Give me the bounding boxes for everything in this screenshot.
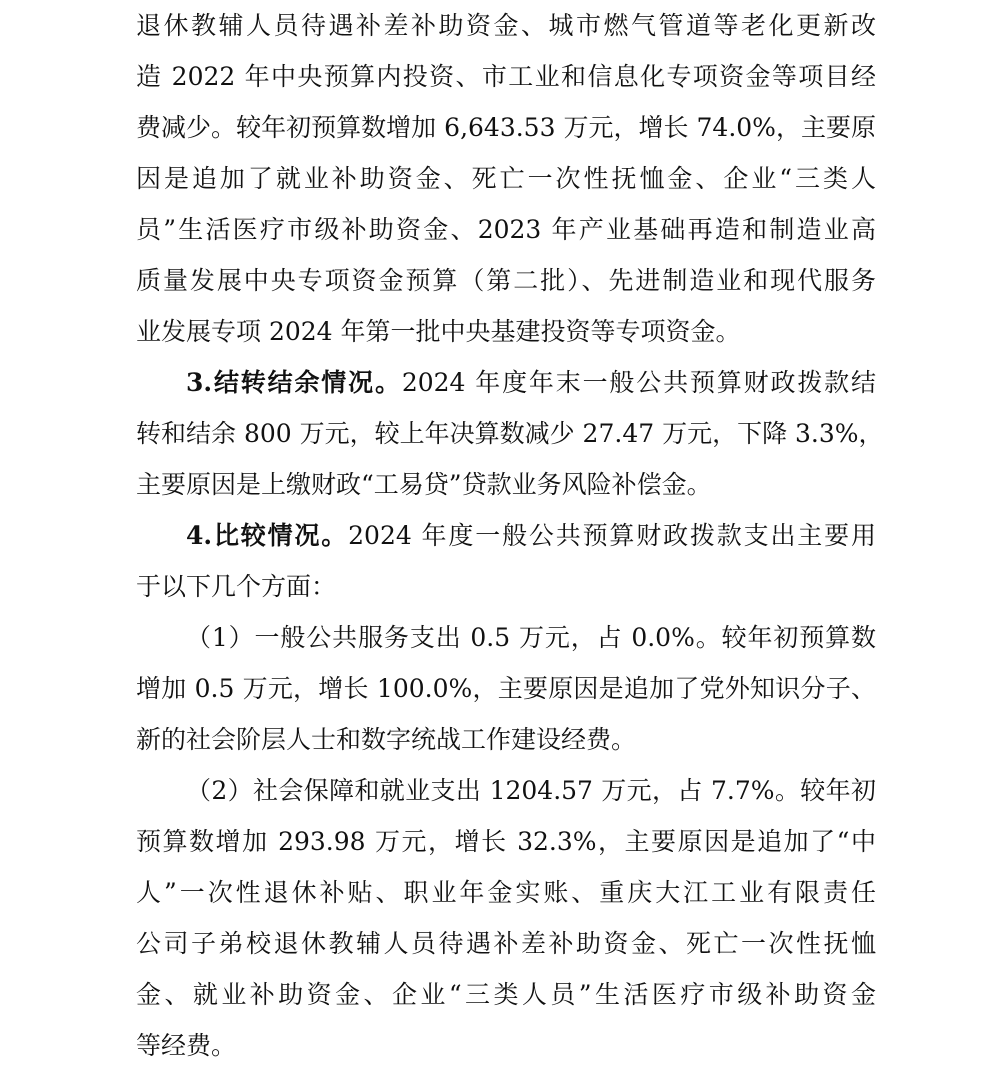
paragraph-first-line: （2）社会保障和就业支出 1204.57 万元，占 7.7%。较年初 (186, 776, 876, 805)
document-page (136, 0, 884, 1071)
text-line: 退休教辅人员待遇补差补助资金、城市燃气管道等老化更新改 (136, 11, 876, 40)
text-line: 主要原因是上缴财政“工易贷”贷款业务风险补偿金。 (136, 470, 712, 499)
text-line: 造 2022 年中央预算内投资、市工业和信息化专项资金等项目经 (136, 62, 876, 91)
paragraph-comparison (136, 510, 876, 612)
text-line: 金、就业补助资金、企业“三类人员”生活医疗市级补助资金 (136, 980, 876, 1009)
text-line: 等经费。 (136, 1031, 237, 1060)
paragraph-item-1 (136, 612, 876, 765)
text-line: 人”一次性退休补贴、职业年金实账、重庆大江工业有限责任 (136, 878, 876, 907)
text-line: 员”生活医疗市级补助资金、2023 年产业基础再造和制造业高 (136, 215, 876, 244)
paragraph-expenditure-change (136, 0, 876, 357)
text-line: 因是追加了就业补助资金、死亡一次性抚恤金、企业“三类人 (136, 164, 876, 193)
text-line: 新的社会阶层人士和数字统战工作建设经费。 (136, 725, 637, 754)
text-run: 2024 年度一般公共预算财政拨款支出主要用 (348, 521, 876, 550)
paragraph-carryover (136, 357, 884, 510)
section-heading-comparison: 4.比较情况。 (186, 521, 349, 550)
text-line: 转和结余 800 万元，较上年决算数减少 27.47 万元，下降 3.3%， (136, 419, 884, 448)
paragraph-item-2 (136, 765, 876, 1071)
paragraph-first-line: （1）一般公共服务支出 0.5 万元，占 0.0%。较年初预算数 (186, 623, 876, 652)
text-line: 于以下几个方面： (136, 572, 337, 601)
text-line: 质量发展中央专项资金预算（第二批）、先进制造业和现代服务 (136, 266, 876, 295)
text-line: 费减少。较年初预算数增加 6,643.53 万元，增长 74.0%，主要原 (136, 113, 876, 142)
paragraph-first-line (136, 357, 876, 408)
paragraph-first-line (136, 510, 876, 561)
text-line: 增加 0.5 万元，增长 100.0%，主要原因是追加了党外知识分子、 (136, 674, 876, 703)
text-line: 预算数增加 293.98 万元，增长 32.3%，主要原因是追加了“中 (136, 827, 876, 856)
text-line: 公司子弟校退休教辅人员待遇补差补助资金、死亡一次性抚恤 (136, 929, 876, 958)
section-heading-carryover: 3.结转结余情况。 (186, 368, 402, 397)
text-run: 2024 年度年末一般公共预算财政拨款结 (401, 368, 876, 397)
text-line: 业发展专项 2024 年第一批中央基建投资等专项资金。 (136, 317, 741, 346)
